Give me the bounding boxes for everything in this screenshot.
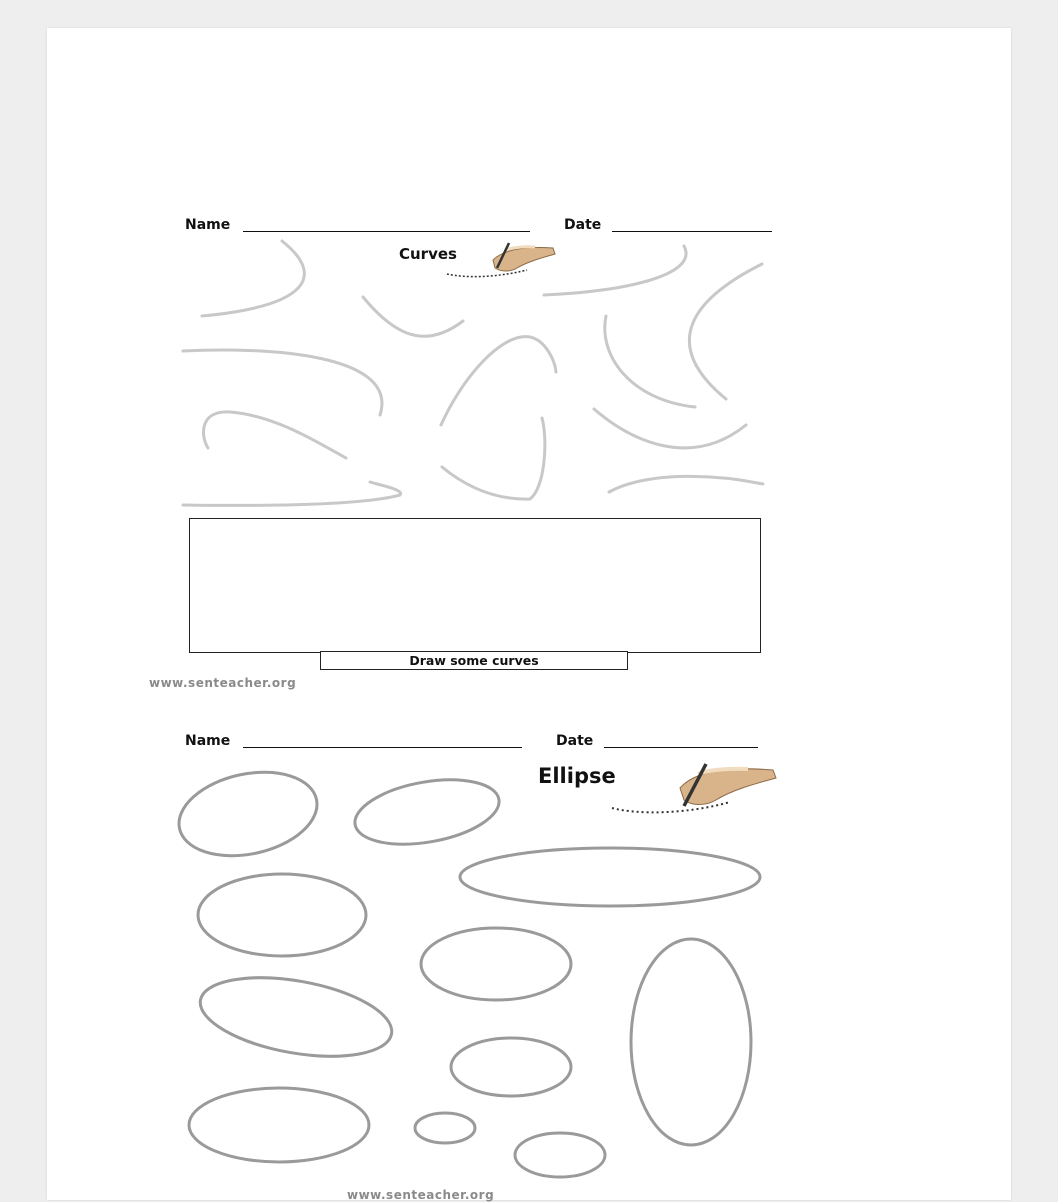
trace-ellipse [515, 1133, 605, 1177]
ellipse-title: Ellipse [538, 764, 616, 788]
trace-ellipse [198, 874, 366, 956]
ellipse-name-label: Name [185, 733, 231, 749]
ellipse-footer-url: www.senteacher.org [347, 1188, 495, 1202]
ellipse-date-label: Date [556, 733, 594, 749]
trace-ellipse [460, 848, 760, 906]
trace-ellipse [194, 965, 398, 1070]
curves-drawing-caption: Draw some curves [320, 651, 628, 670]
trace-ellipse [189, 1088, 369, 1162]
curves-name-label: Name [185, 217, 231, 233]
trace-ellipse [171, 760, 325, 867]
curves-date-label: Date [564, 217, 602, 233]
trace-ellipse [421, 928, 571, 1000]
curves-footer-url: www.senteacher.org [149, 676, 297, 690]
trace-ellipse [415, 1113, 475, 1143]
trace-ellipse [451, 1038, 571, 1096]
trace-ellipse [631, 939, 751, 1145]
curves-title: Curves [399, 245, 457, 263]
trace-ellipse [350, 770, 504, 854]
